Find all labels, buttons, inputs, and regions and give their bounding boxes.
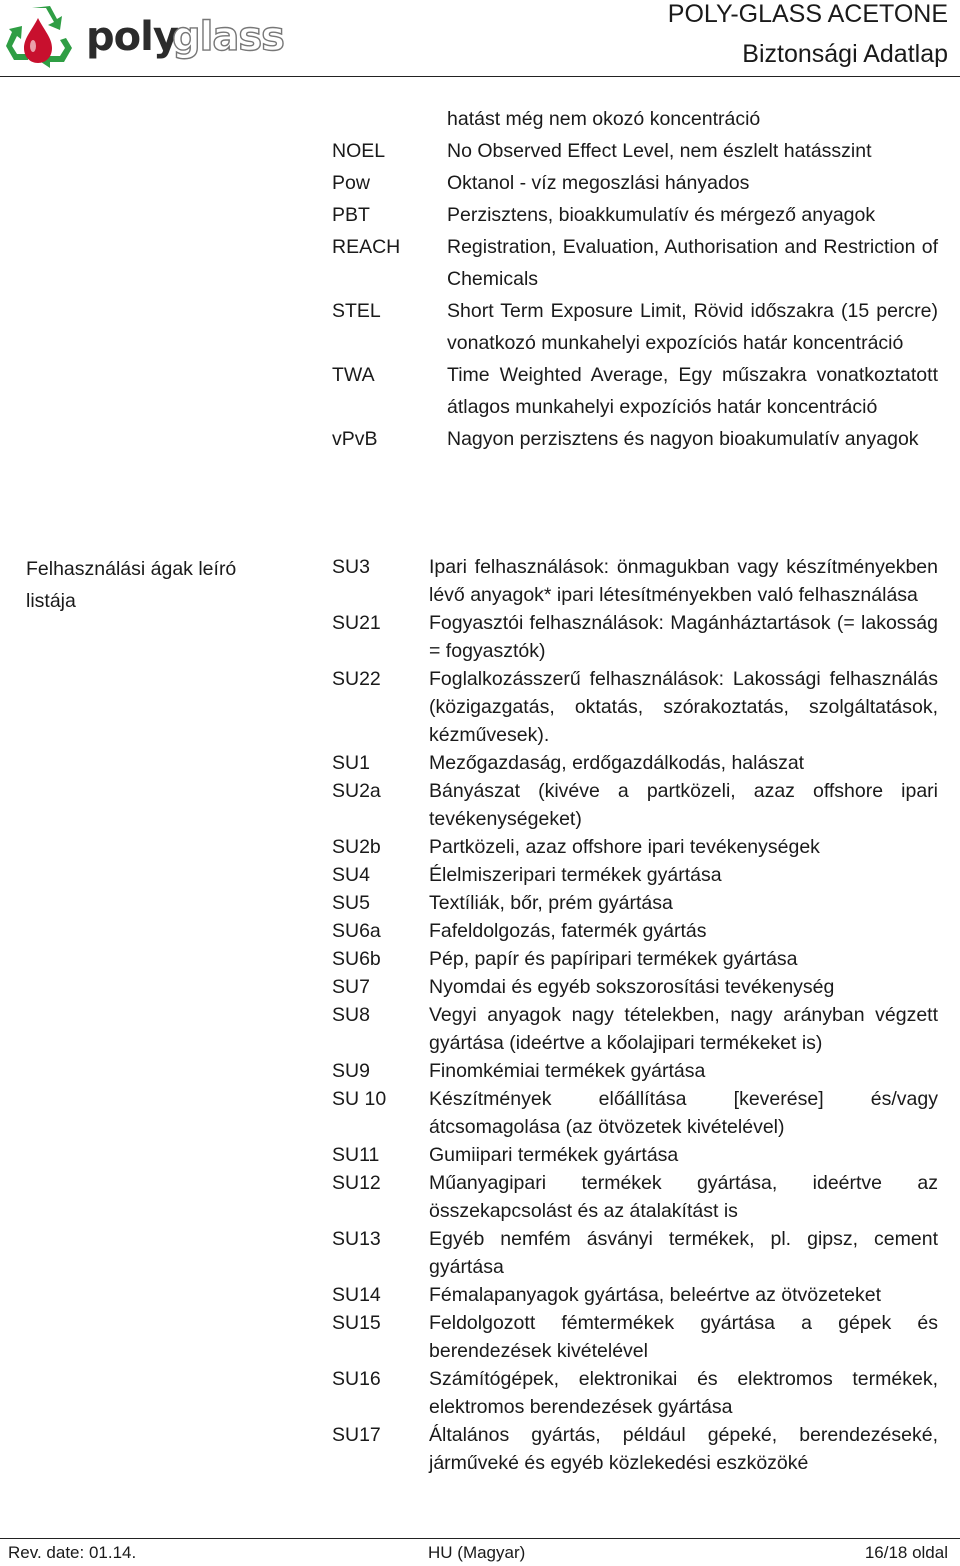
sector-description: Egyéb nemfém ásványi termékek, pl. gipsz, cement gyártása (429, 1228, 938, 1278)
abbreviation-key: REACH (332, 236, 401, 258)
revision-date: Rev. date: 01.14. (8, 1543, 137, 1562)
sector-row (332, 777, 938, 833)
sector-code: SU17 (332, 1424, 381, 1446)
footer-divider (0, 1538, 960, 1539)
page-number: 16/18 oldal (864, 1543, 948, 1562)
abbreviation-row (332, 295, 938, 359)
abbreviations-table (332, 103, 938, 455)
sector-row (332, 1365, 938, 1421)
sector-row (332, 749, 938, 777)
sector-code: SU4 (332, 864, 370, 886)
header-divider (0, 76, 960, 77)
sector-code: SU 10 (332, 1088, 387, 1110)
sector-row (332, 889, 938, 917)
sector-description: Textíliák, bőr, prém gyártása (429, 892, 673, 914)
sector-description: Foglalkozásszerű felhasználások: Lakossági felhasználás (közigazgatás, oktatás, szórakoztatás, szolgáltatások, kézművesek). (429, 668, 938, 746)
abbreviation-row (332, 167, 938, 199)
sector-description: Fafeldolgozás, fatermék gyártás (429, 920, 707, 942)
abbreviation-row (332, 199, 938, 231)
sector-row (332, 833, 938, 861)
sector-row (332, 1001, 938, 1057)
abbreviation-key: PBT (332, 204, 370, 226)
sector-code: SU14 (332, 1284, 381, 1306)
polyglass-logo (2, 2, 302, 72)
sector-description: Vegyi anyagok nagy tételekben, nagy arányban végzett gyártása (ideértve a kőolajipari termékeket is) (429, 1004, 938, 1054)
sector-row (332, 1141, 938, 1169)
sector-description: Műanyagipari termékek gyártása, ideértve az összekapcsolást és az átalakítást is (429, 1172, 938, 1222)
page-footer (0, 1542, 960, 1566)
sector-description: Partközeli, azaz offshore ipari tevékenységek (429, 836, 820, 858)
sector-description: Finomkémiai termékek gyártása (429, 1060, 706, 1082)
sector-row (332, 1309, 938, 1365)
sector-code: SU3 (332, 556, 370, 578)
sector-code: SU1 (332, 752, 370, 774)
sector-description: Számítógépek, elektronikai és elektromos termékek, elektromos berendezések gyártása (429, 1368, 938, 1418)
abbreviation-row (332, 135, 938, 167)
abbreviation-row (332, 231, 938, 295)
sector-row (332, 1225, 938, 1281)
sector-row (332, 945, 938, 973)
abbreviation-key: Pow (332, 172, 370, 194)
abbreviation-value: No Observed Effect Level, nem észlelt hatásszint (447, 140, 872, 162)
sector-code: SU5 (332, 892, 370, 914)
sector-code: SU21 (332, 612, 381, 634)
document-title: POLY-GLASS ACETONE (667, 0, 948, 28)
page-header (0, 0, 960, 78)
sector-code: SU2a (332, 780, 381, 802)
recycle-drop-logo-icon (2, 2, 302, 72)
sector-list-table (332, 553, 938, 1477)
abbreviation-key: TWA (332, 364, 375, 386)
sector-description: Fémalapanyagok gyártása, beleértve az ötvözeteket (429, 1284, 882, 1306)
sector-code: SU7 (332, 976, 370, 998)
sector-list-label: Felhasználási ágak leíró listája (26, 558, 237, 612)
abbreviation-key: vPvB (332, 428, 378, 450)
sector-description: Feldolgozott fémtermékek gyártása a gépek és berendezések kivételével (429, 1312, 938, 1362)
abbreviation-value: Time Weighted Average, Egy műszakra vonatkoztatott átlagos munkahelyi expozíciós határ koncentráció (447, 364, 938, 418)
sector-code: SU11 (332, 1144, 380, 1166)
sector-code: SU8 (332, 1004, 370, 1026)
sector-row (332, 1281, 938, 1309)
language-label: HU (Magyar) (428, 1543, 526, 1562)
sector-code: SU9 (332, 1060, 370, 1082)
sector-code: SU6a (332, 920, 381, 942)
sector-description: Ipari felhasználások: önmagukban vagy készítményekben lévő anyagok* ipari létesítményekben való felhasználása (429, 556, 938, 606)
sector-description: Élelmiszeripari termékek gyártása (429, 864, 722, 886)
sector-description: Gumiipari termékek gyártása (429, 1144, 679, 1166)
sector-description: Készítmények előállítása [keverése] és/vagy átcsomagolása (az ötvözetek kivételével) (429, 1088, 938, 1138)
sector-row (332, 973, 938, 1001)
sector-description: Mezőgazdaság, erdőgazdálkodás, halászat (429, 752, 805, 774)
sector-code: SU6b (332, 948, 381, 970)
sector-row (332, 861, 938, 889)
document-subtitle: Biztonsági Adatlap (742, 40, 948, 68)
sector-code: SU13 (332, 1228, 381, 1250)
abbreviation-value: Nagyon perzisztens és nagyon bioakumulatív anyagok (447, 428, 919, 450)
sector-description: Általános gyártás, például gépeké, berendezéseké, járműveké és egyéb közlekedési eszközöké (429, 1424, 938, 1474)
abbreviation-value: Oktanol - víz megoszlási hányados (447, 172, 750, 194)
abbreviation-value: hatást még nem okozó koncentráció (447, 108, 761, 130)
sector-description: Fogyasztói felhasználások: Magánháztartások (= lakosság = fogyasztók) (429, 612, 938, 662)
sector-code: SU22 (332, 668, 381, 690)
sector-description: Pép, papír és papíripari termékek gyártása (429, 948, 798, 970)
sector-code: SU16 (332, 1368, 381, 1390)
sector-row (332, 665, 938, 749)
sector-description: Bányászat (kivéve a partközeli, azaz offshore ipari tevékenységeket) (429, 780, 938, 830)
sector-row (332, 1085, 938, 1141)
sector-code: SU12 (332, 1172, 381, 1194)
sector-row (332, 1057, 938, 1085)
abbreviation-row (332, 359, 938, 423)
svg-text:poly: poly (86, 14, 178, 60)
sector-row (332, 1169, 938, 1225)
sector-code: SU15 (332, 1312, 381, 1334)
abbreviation-value: Short Term Exposure Limit, Rövid időszakra (15 percre) vonatkozó munkahelyi expozíciós határ koncentráció (447, 300, 938, 354)
abbreviation-key: STEL (332, 300, 381, 322)
sector-row (332, 1421, 938, 1477)
sector-description: Nyomdai és egyéb sokszorosítási tevékenység (429, 976, 835, 998)
header-titles (668, 0, 948, 68)
sector-code: SU2b (332, 836, 381, 858)
abbreviation-row (332, 423, 938, 455)
abbreviation-value: Registration, Evaluation, Authorisation and Restriction of Chemicals (447, 236, 938, 290)
abbreviation-row (332, 103, 938, 135)
sector-row (332, 917, 938, 945)
sector-row (332, 553, 938, 609)
abbreviation-key: NOEL (332, 140, 386, 162)
abbreviation-value: Perzisztens, bioakkumulatív és mérgező anyagok (447, 204, 876, 226)
svg-text:glass: glass (172, 14, 284, 60)
sector-row (332, 609, 938, 665)
